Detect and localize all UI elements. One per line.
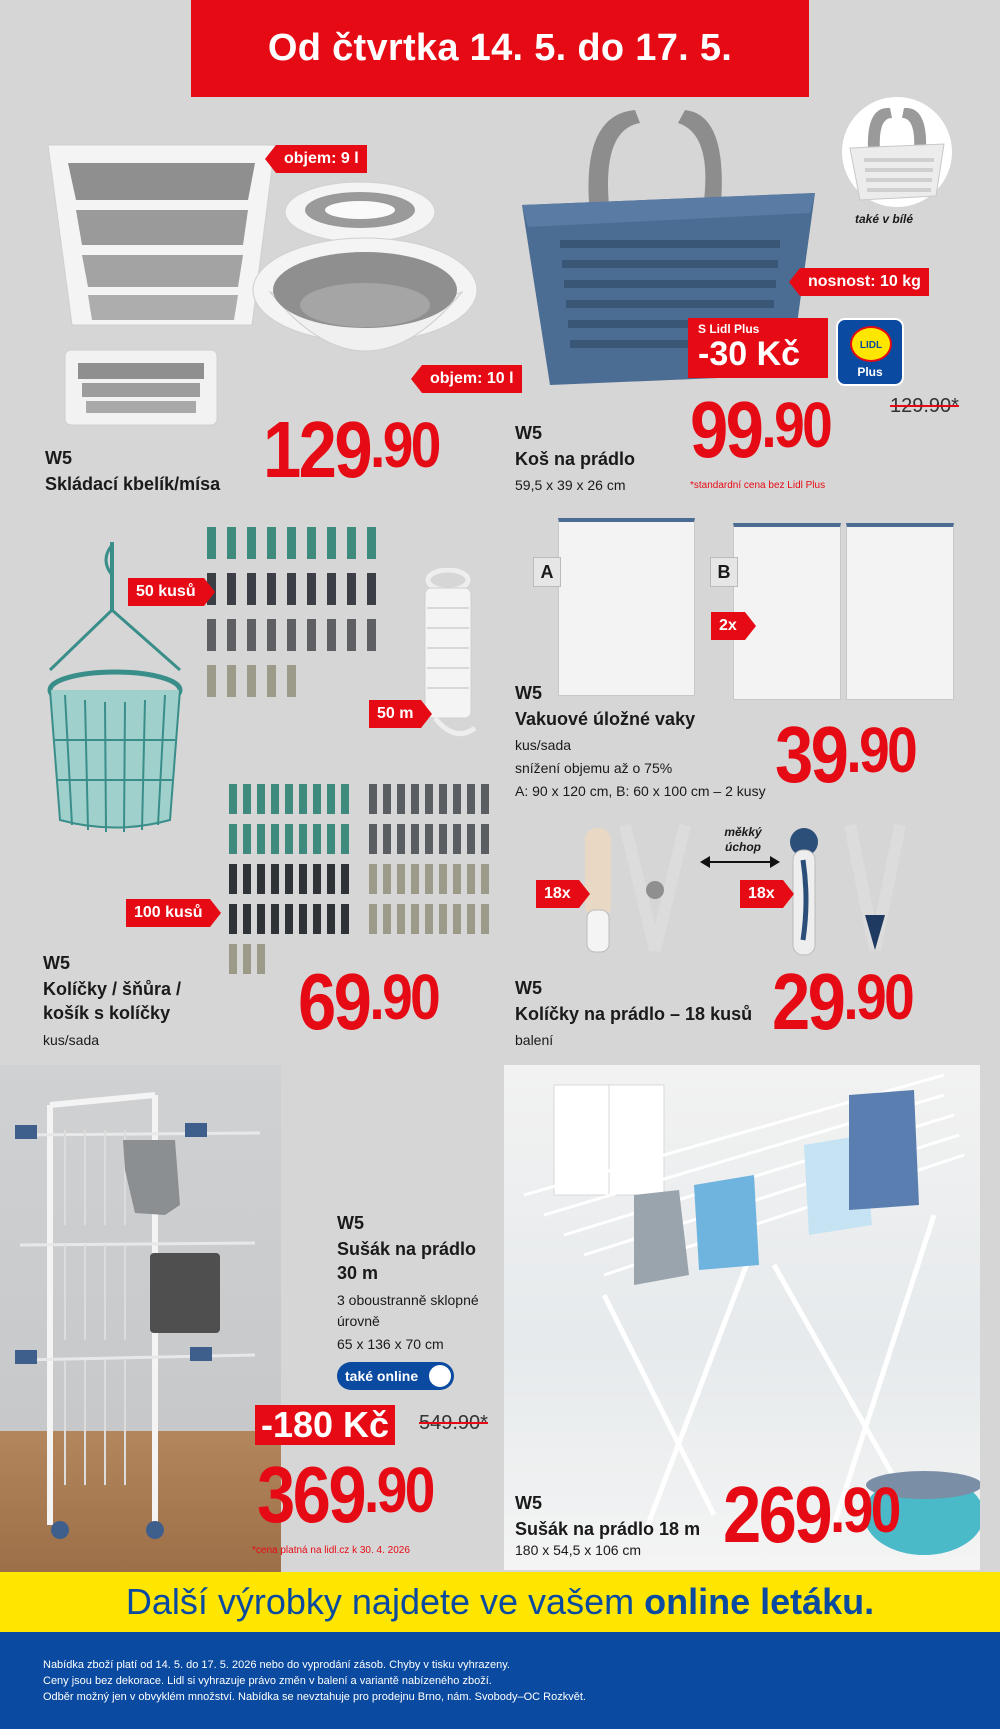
price: 39.90 <box>775 710 916 799</box>
week-label: W5 <box>45 448 72 468</box>
volume-9l-tag: objem: 9 l <box>276 145 367 173</box>
price-int: 269 <box>723 1470 831 1559</box>
week-label: W5 <box>337 1213 364 1233</box>
capacity-tag: nosnost: 10 kg <box>800 268 929 296</box>
bag-b-label: B <box>710 557 738 587</box>
pegs-50-image <box>205 525 395 705</box>
product-name-line1: Kolíčky / šňůra / <box>43 979 182 999</box>
product-size: 59,5 x 39 x 26 cm <box>515 477 626 493</box>
online-banner-link[interactable]: online letáku. <box>644 1581 875 1622</box>
price-int: 369 <box>257 1450 365 1539</box>
price-dec: 90 <box>382 961 439 1033</box>
price-note: *standardní cena bez Lidl Plus <box>690 480 826 491</box>
soft-grip-line2: úchop <box>725 840 761 854</box>
page-title: Od čtvrtka 14. 5. do 17. 5. <box>191 0 809 97</box>
footer-line-3: Odběr možný jen v obvyklém množství. Nabídka se nevztahuje pro prodejnu Brno, nám. Svobody–OC Rozkvět. <box>43 1691 586 1703</box>
old-price: 549.90* <box>419 1412 488 1434</box>
volume-10l-tag: objem: 10 l <box>422 365 522 393</box>
online-label: také online <box>345 1368 419 1384</box>
lidl-plus-badge <box>688 318 828 378</box>
vacuum-bag-a-image <box>558 518 695 696</box>
product-name: Kolíčky na prádlo – 18 kusů <box>515 1004 753 1024</box>
lidl-plus-logo <box>836 318 904 386</box>
rope-length-tag: 50 m <box>369 700 421 728</box>
footer-line-2: Ceny jsou bez dekorace. Lidl si vyhrazuje právo změn v balení a variantě nabízeného zboží. <box>43 1675 492 1687</box>
soft-grip-line1: měkký <box>724 825 762 839</box>
week-label: W5 <box>515 423 542 443</box>
white-basket-image <box>838 96 956 208</box>
price: 99.90 <box>690 385 831 474</box>
footer-disclaimer <box>0 1632 1000 1729</box>
plus-label: Plus <box>857 365 883 379</box>
online-banner-text[interactable] <box>0 1572 1000 1632</box>
bag-a-label: A <box>533 557 561 587</box>
product-unit: kus/sada <box>43 1032 100 1048</box>
double-arrow-icon <box>700 854 780 870</box>
week-label: W5 <box>515 978 542 998</box>
price-int: 29 <box>772 957 844 1046</box>
price: 29.90 <box>772 957 913 1046</box>
lidl-logo-icon: LIDL <box>850 326 892 362</box>
product-unit: balení <box>515 1032 554 1048</box>
week-label: W5 <box>515 683 542 703</box>
product-info-3: 65 x 136 x 70 cm <box>337 1336 444 1352</box>
soft-grip-note <box>710 825 776 855</box>
product-info-2: snížení objemu až o 75% <box>515 760 673 776</box>
online-banner-prefix: Další výrobky najdete ve vašem <box>125 1581 645 1622</box>
price: 269.90 <box>723 1470 899 1559</box>
price: 69.90 <box>298 957 439 1046</box>
old-price: 129.90* <box>890 395 959 417</box>
pegs-18-tag-a: 18x <box>536 880 579 908</box>
product-name-line2: košík s kolíčky <box>43 1003 171 1023</box>
pegs-100-image <box>225 780 500 980</box>
price-int: 99 <box>690 385 762 474</box>
pegs-100-tag: 100 kusů <box>126 899 210 927</box>
lidl-plus-label: S Lidl Plus <box>698 322 760 336</box>
online-availability-badge[interactable] <box>337 1362 454 1390</box>
price-int: 69 <box>298 957 370 1046</box>
footer-line-1: Nabídka zboží platí od 14. 5. do 17. 5. 2026 nebo do vyprodání zásob. Chyby v tisku vyhrazeny. <box>43 1659 510 1671</box>
product-info-2: úrovně <box>337 1313 380 1329</box>
price-dec: 90 <box>376 1454 433 1526</box>
price-dec: 90 <box>382 409 439 481</box>
price: 369.90 <box>257 1450 433 1539</box>
price: 129.90 <box>263 405 439 494</box>
variant-note: také v bílé <box>855 212 914 226</box>
pegs-50-tag: 50 kusů <box>128 578 204 606</box>
vacuum-bag-b2-image <box>846 523 954 700</box>
tower-dryer-image <box>15 1085 275 1555</box>
discount-badge: -180 Kč <box>255 1405 395 1445</box>
product-name: Skládací kbelík/mísa <box>45 474 221 494</box>
price-dec: 90 <box>856 961 913 1033</box>
price-int: 39 <box>775 710 847 799</box>
product-info-1: kus/sada <box>515 737 572 753</box>
product-info-3: A: 90 x 120 cm, B: 60 x 100 cm – 2 kusy <box>515 783 766 799</box>
product-name: Sušák na prádlo 18 m <box>515 1519 701 1539</box>
price-int: 129 <box>263 405 371 494</box>
product-name: Koš na prádlo <box>515 449 636 469</box>
price-note: *cena platná na lidl.cz k 30. 4. 2026 <box>252 1545 410 1556</box>
price-dec: 90 <box>859 714 916 786</box>
week-label: W5 <box>43 953 70 973</box>
product-name: Vakuové úložné vaky <box>515 709 696 729</box>
price-dec: 90 <box>774 389 831 461</box>
price-dec: 90 <box>842 1474 899 1546</box>
product-name-line2: 30 m <box>337 1263 379 1283</box>
lidl-plus-discount: -30 Kč <box>698 335 801 373</box>
pegs-18-tag-b: 18x <box>740 880 783 908</box>
product-name-line1: Sušák na prádlo <box>337 1239 477 1259</box>
bag-quantity-tag: 2x <box>711 612 745 640</box>
toggle-knob-icon <box>429 1365 451 1387</box>
product-info-1: 3 oboustranně sklopné <box>337 1292 479 1308</box>
product-size: 180 x 54,5 x 106 cm <box>515 1542 642 1558</box>
week-label: W5 <box>515 1493 542 1513</box>
